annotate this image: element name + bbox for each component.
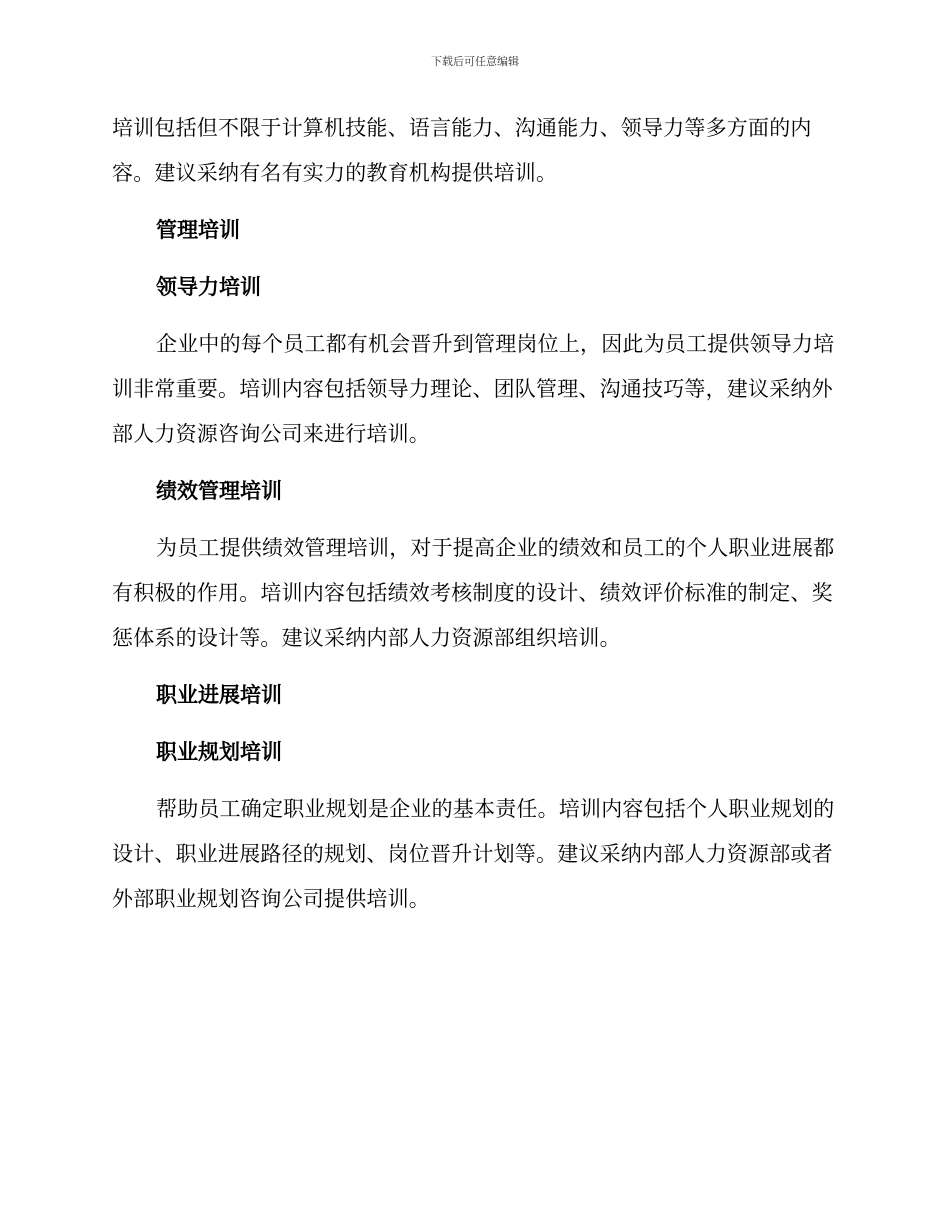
heading-leadership-training: 领导力培训: [156, 275, 261, 299]
heading-career-planning-training: 职业规划培训: [156, 740, 282, 764]
heading-performance-training: 绩效管理培训: [156, 479, 282, 503]
page-header: 下载后可任意编辑: [431, 55, 519, 68]
document-body: [112, 106, 836, 934]
paragraph-career-planning-training: 帮助员工确定职业规划是企业的基本责任。培训内容包括个人职业规划的设计、职业进展路径的规划、岗位晋升计划等。建议采纳内部人力资源部或者外部职业规划咨询公司提供培训。: [112, 797, 835, 911]
heading-career-development-training: 职业进展培训: [156, 683, 282, 707]
paragraph-performance-training: 为员工提供绩效管理培训，对于提高企业的绩效和员工的个人职业进展都有积极的作用。培训内容包括绩效考核制度的设计、绩效评价标准的制定、奖惩体系的设计等。建议采纳内部人力资源部组织培训。: [112, 536, 835, 650]
paragraph-training-scope: 培训包括但不限于计算机技能、语言能力、沟通能力、领导力等多方面的内容。建议采纳有名有实力的教育机构提供培训。: [112, 116, 812, 185]
heading-management-training: 管理培训: [156, 218, 240, 242]
paragraph-leadership-training: 企业中的每个员工都有机会晋升到管理岗位上，因此为员工提供领导力培训非常重要。培训内容包括领导力理论、团队管理、沟通技巧等，建议采纳外部人力资源咨询公司来进行培训。: [112, 332, 835, 446]
